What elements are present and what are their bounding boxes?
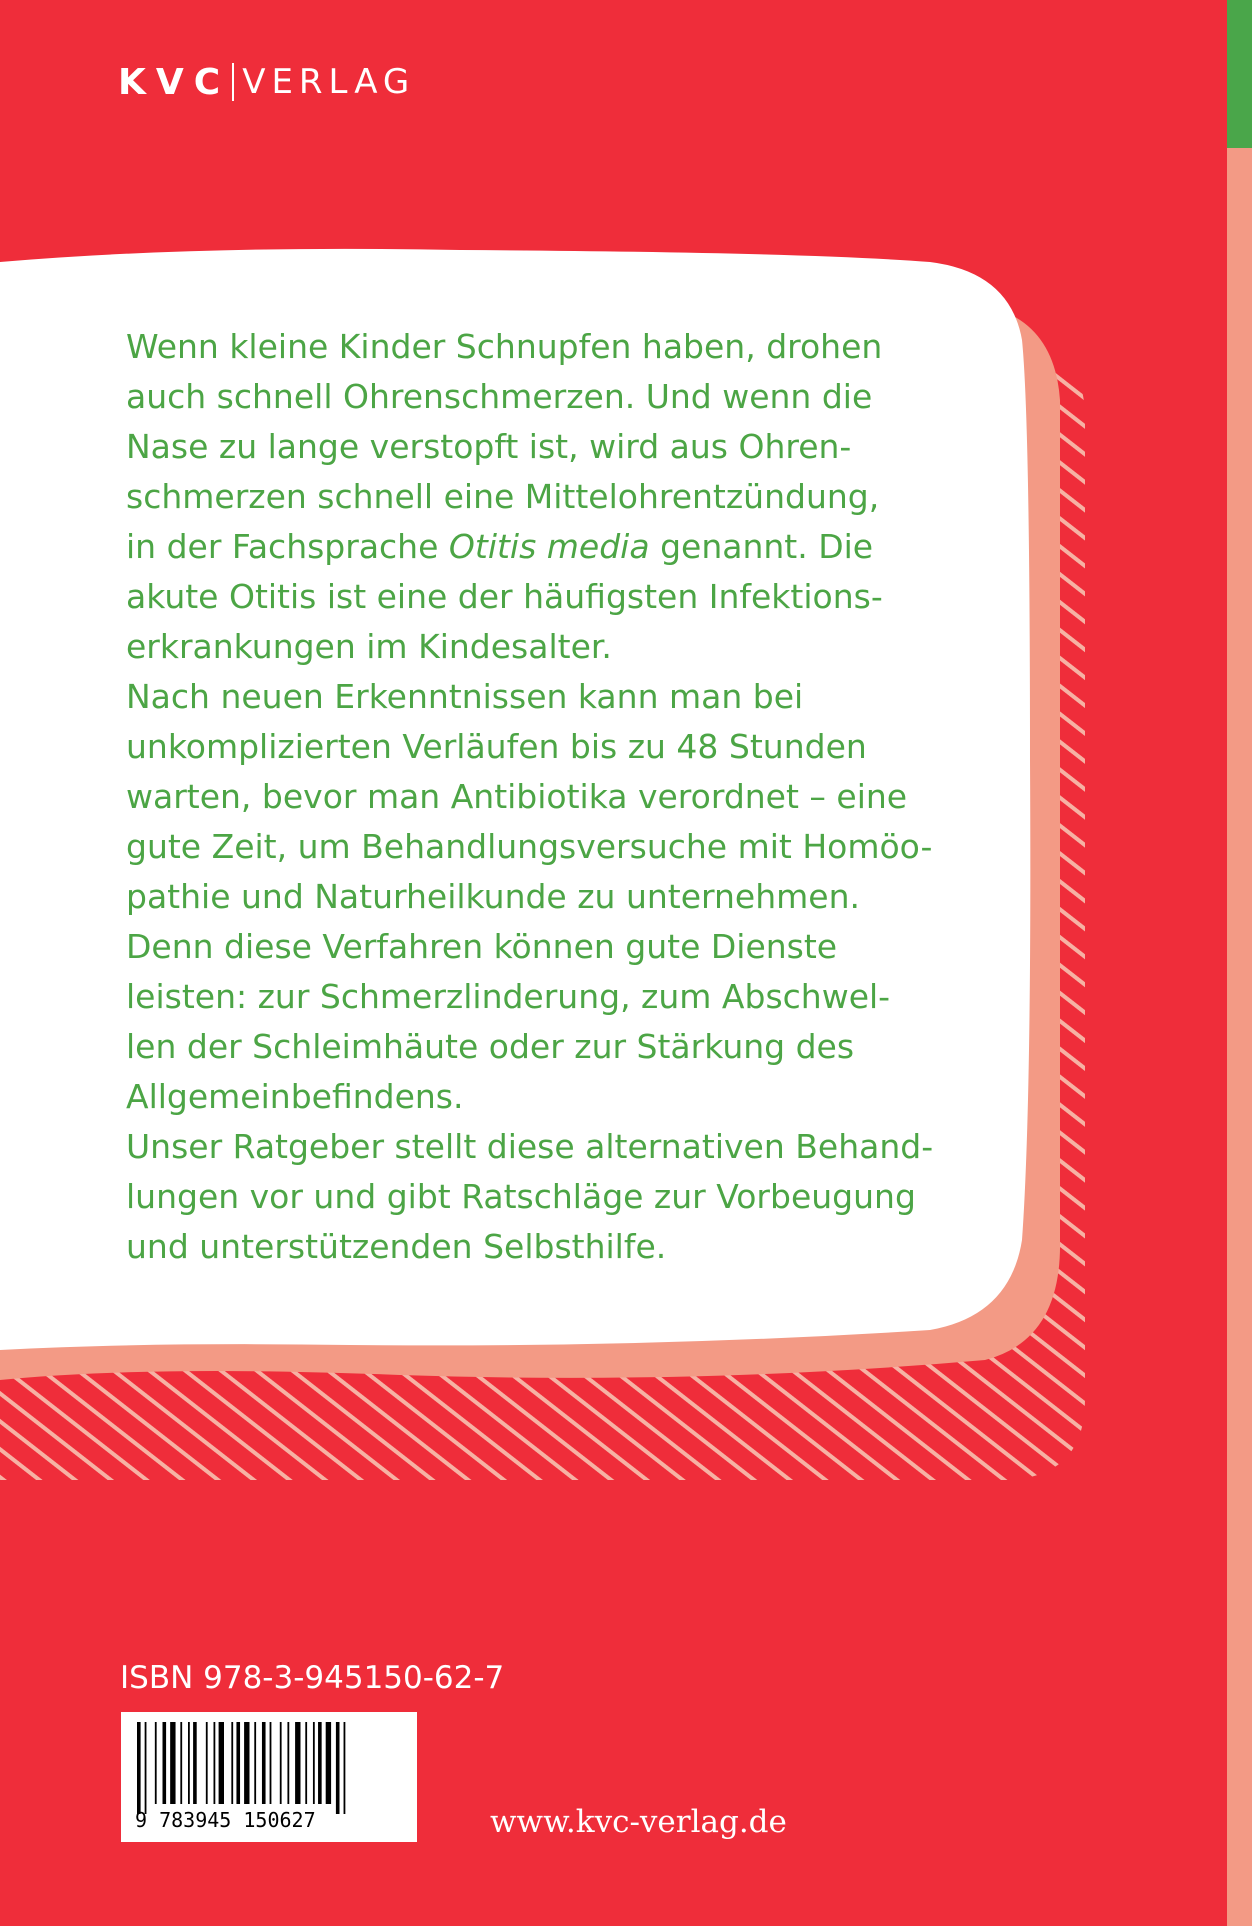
- barcode-bar: [214, 1722, 216, 1804]
- blurb-line: Nase zu lange verstopft ist, wird aus Ohren-: [126, 427, 852, 466]
- blurb-line: Allgemeinbefindens.: [126, 1077, 464, 1116]
- website-url: www.kvc-verlag.de: [490, 1804, 787, 1840]
- barcode-bar: [313, 1722, 315, 1804]
- barcode-bar: [155, 1722, 157, 1804]
- barcode-bar: [137, 1722, 141, 1814]
- publisher-logo-kvc: KVC: [118, 61, 231, 103]
- blurb-line: len der Schleimhäute oder zur Stärkung des: [126, 1027, 855, 1066]
- blurb-line: gute Zeit, um Behandlungsversuche mit Homöo-: [126, 827, 933, 866]
- blurb-line: warten, bevor man Antibiotika verordnet – eine: [126, 777, 908, 816]
- blurb-line: Unser Ratgeber stellt diese alternativen Behand-: [126, 1127, 934, 1166]
- blurb-line: unkomplizierten Verläufen bis zu 48 Stunden: [126, 727, 867, 766]
- barcode-bar: [287, 1722, 289, 1804]
- barcode-bar: [236, 1722, 240, 1804]
- barcode-bar: [219, 1722, 224, 1804]
- barcode-bar: [231, 1722, 233, 1804]
- blurb-text: [126, 322, 986, 1272]
- barcode-number: 9 783945 150627: [135, 1808, 316, 1832]
- publisher-logo-verlag: VERLAG: [242, 62, 416, 102]
- blurb-line: Nach neuen Erkenntnissen kann man bei: [126, 677, 804, 716]
- barcode-bar: [295, 1722, 300, 1804]
- barcode-bar: [254, 1722, 256, 1804]
- blurb-line: Wenn kleine Kinder Schnupfen haben, drohen: [126, 327, 883, 366]
- blurb-line: pathie und Naturheilkunde zu unternehmen.: [126, 877, 860, 916]
- barcode-bar: [244, 1722, 249, 1804]
- barcode-bar: [180, 1722, 182, 1804]
- barcode-bar: [305, 1722, 307, 1804]
- barcode-bar: [193, 1722, 197, 1804]
- barcode: [121, 1712, 417, 1842]
- blurb-line: auch schnell Ohrenschmerzen. Und wenn die: [126, 377, 873, 416]
- blurb-line: leisten: zur Schmerzlinderung, zum Abschwel-: [126, 977, 891, 1016]
- blurb-line: schmerzen schnell eine Mittelohrentzündung,: [126, 477, 880, 516]
- blurb-line: und unterstützenden Selbsthilfe.: [126, 1227, 667, 1266]
- barcode-bar: [318, 1722, 322, 1804]
- blurb-line: Denn diese Verfahren können gute Dienste: [126, 927, 838, 966]
- barcode-bar: [270, 1722, 272, 1804]
- barcode-bar: [336, 1722, 340, 1814]
- blurb-line: erkrankungen im Kindesalter.: [126, 627, 612, 666]
- blurb-line: lungen vor und gibt Ratschläge zur Vorbeugung: [126, 1177, 916, 1216]
- barcode-bar: [326, 1722, 331, 1804]
- barcode-bar: [145, 1722, 147, 1814]
- barcode-bar: [280, 1722, 282, 1804]
- barcode-bar: [170, 1722, 175, 1804]
- barcode-bar: [188, 1722, 190, 1804]
- isbn-text: ISBN 978-3-945150-62-7: [120, 1660, 505, 1696]
- barcode-bar: [206, 1722, 208, 1804]
- barcode-bar: [163, 1722, 167, 1804]
- barcode-bar: [262, 1722, 266, 1804]
- barcode-bar: [344, 1722, 346, 1814]
- blurb-line: akute Otitis ist eine der häufigsten Infektions-: [126, 577, 883, 616]
- blurb-line: in der Fachsprache Otitis media genannt. Die: [126, 527, 874, 566]
